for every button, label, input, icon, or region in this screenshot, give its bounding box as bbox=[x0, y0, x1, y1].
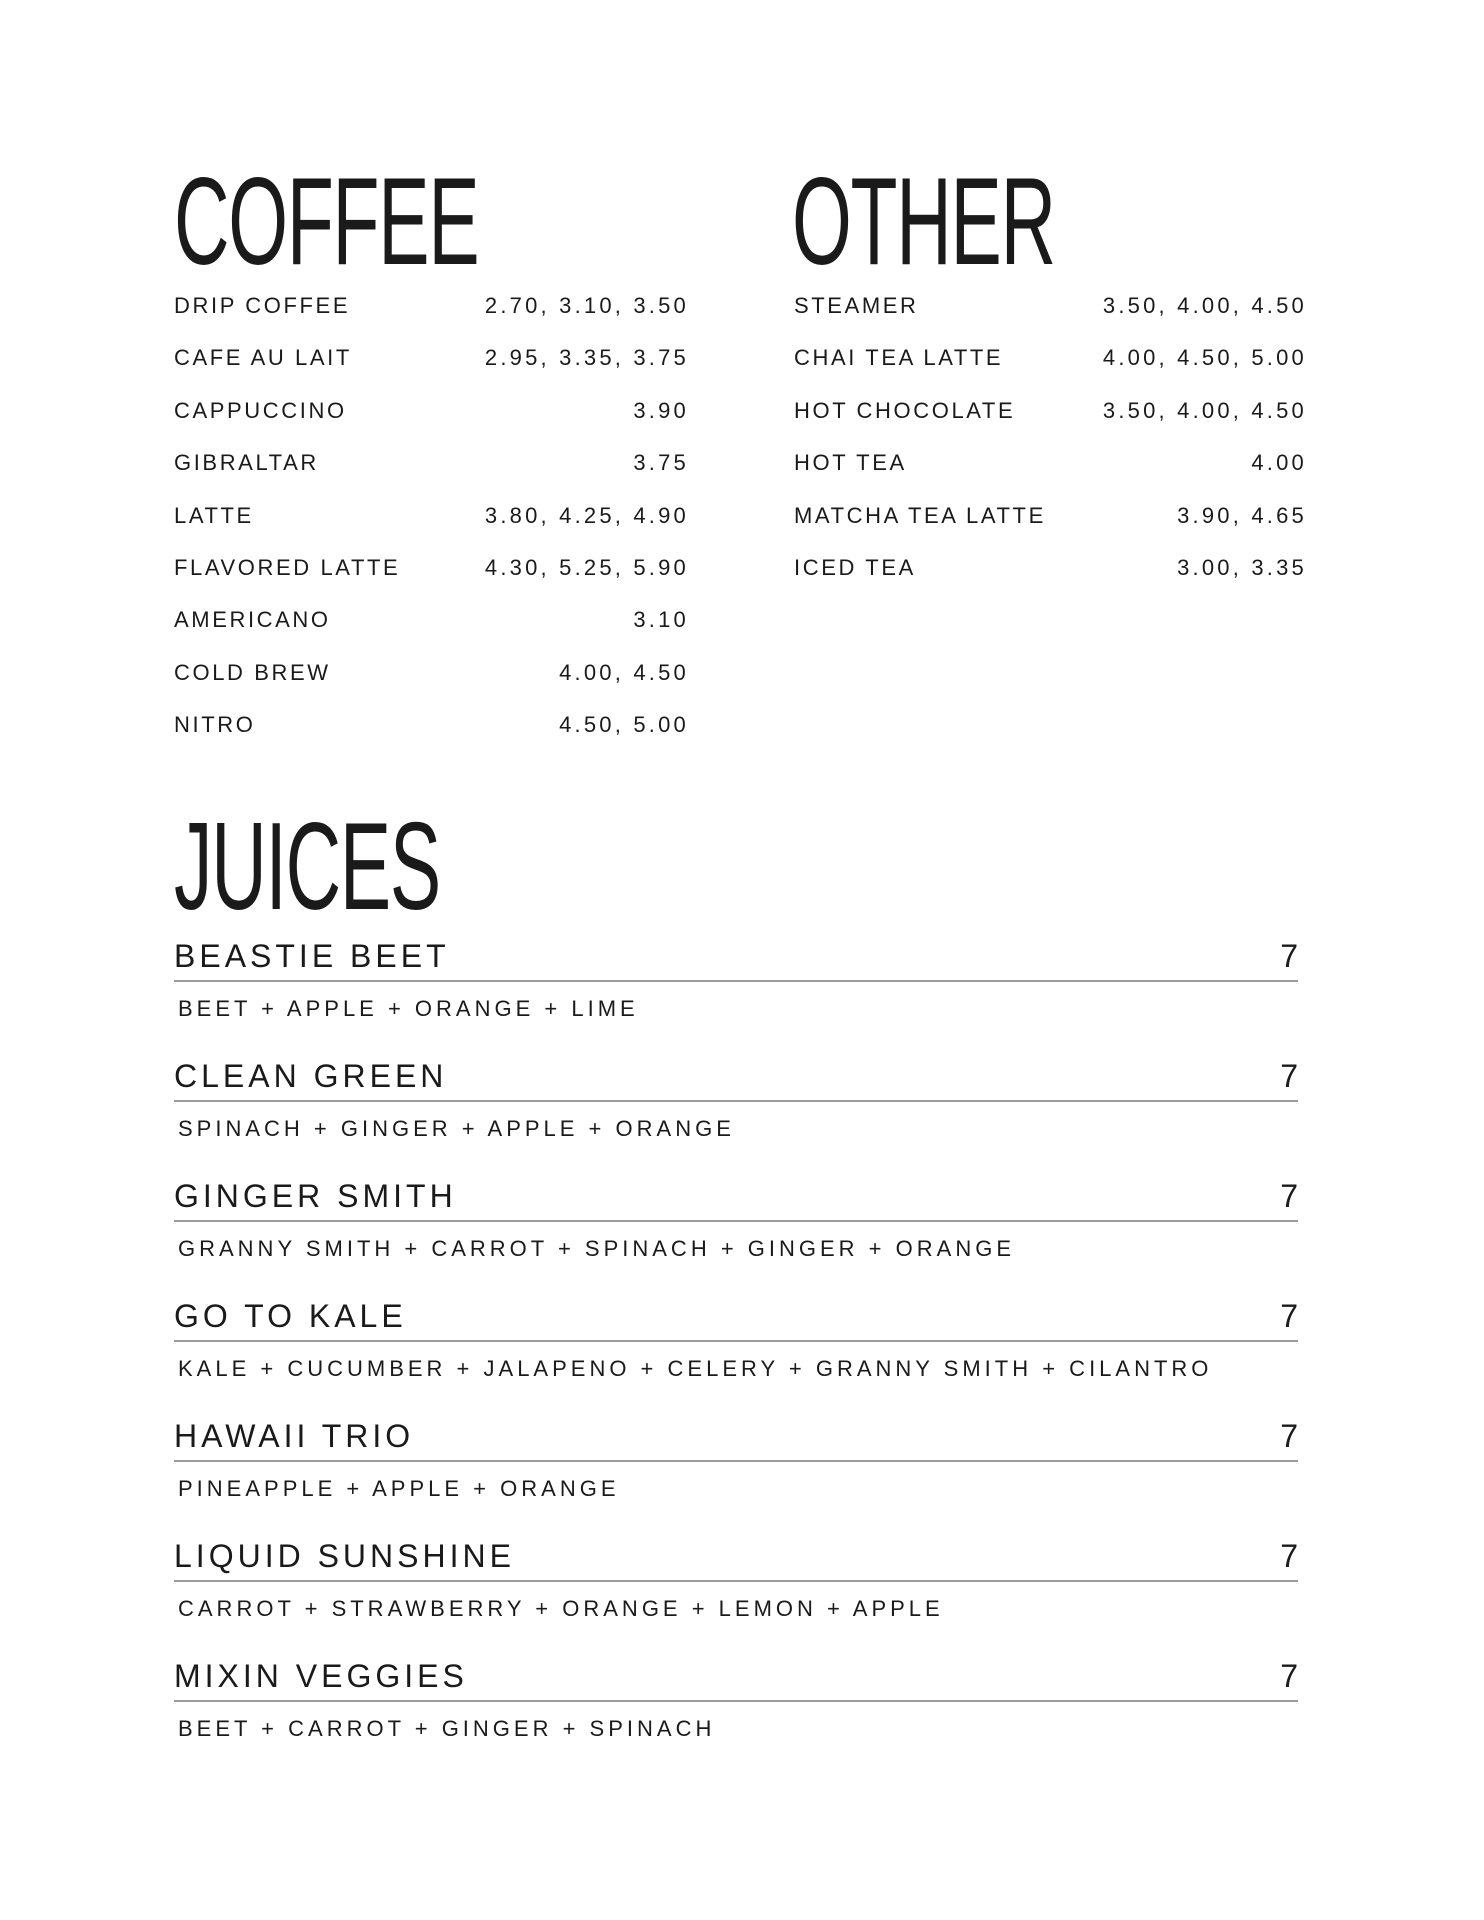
juice-header bbox=[174, 1050, 1298, 1102]
item-price: 4.50, 5.00 bbox=[559, 712, 689, 738]
item-name: CHAI TEA LATTE bbox=[794, 345, 1004, 371]
item-name: CAPPUCCINO bbox=[174, 397, 347, 423]
item-price: 2.95, 3.35, 3.75 bbox=[484, 345, 689, 371]
juice-name: GO TO KALE bbox=[174, 1298, 407, 1334]
menu-item bbox=[174, 550, 689, 602]
juice-name: LIQUID SUNSHINE bbox=[174, 1538, 515, 1574]
juice-price: 7 bbox=[1280, 1418, 1298, 1454]
item-name: ICED TEA bbox=[794, 554, 916, 580]
menu-item bbox=[174, 393, 689, 445]
menu-item bbox=[174, 655, 689, 707]
item-price: 3.90, 4.65 bbox=[1177, 502, 1307, 528]
juice-item bbox=[174, 1410, 1298, 1504]
juice-name: BEASTIE BEET bbox=[174, 938, 450, 974]
juice-price: 7 bbox=[1280, 1658, 1298, 1694]
juice-item bbox=[174, 1530, 1298, 1624]
other-section-title: OTHER bbox=[792, 153, 1055, 291]
menu-item bbox=[174, 707, 689, 759]
item-name: CAFE AU LAIT bbox=[174, 345, 352, 371]
menu-item bbox=[174, 602, 689, 654]
juice-price: 7 bbox=[1280, 1538, 1298, 1574]
coffee-section-title: COFFEE bbox=[174, 153, 479, 291]
juice-header bbox=[174, 930, 1298, 982]
item-name: NITRO bbox=[174, 712, 256, 738]
menu-item bbox=[794, 340, 1307, 392]
item-name: STEAMER bbox=[794, 293, 919, 318]
juice-price: 7 bbox=[1280, 1058, 1298, 1094]
juice-price: 7 bbox=[1280, 938, 1298, 974]
item-name: COLD BREW bbox=[174, 659, 331, 685]
juice-item bbox=[174, 1650, 1298, 1744]
item-price: 4.00, 4.50, 5.00 bbox=[1102, 345, 1307, 371]
juice-header bbox=[174, 1410, 1298, 1462]
juice-ingredients: CARROT + STRAWBERRY + ORANGE + LEMON + APPLE bbox=[178, 1596, 944, 1621]
juice-name: HAWAII TRIO bbox=[174, 1418, 415, 1454]
item-price: 3.50, 4.00, 4.50 bbox=[1102, 293, 1307, 318]
item-name: FLAVORED LATTE bbox=[174, 554, 401, 580]
juice-name: CLEAN GREEN bbox=[174, 1058, 448, 1094]
item-price: 3.90 bbox=[633, 397, 689, 423]
item-price: 2.70, 3.10, 3.50 bbox=[484, 293, 689, 318]
juice-item bbox=[174, 930, 1298, 1024]
menu-item bbox=[174, 445, 689, 497]
item-name: DRIP COFFEE bbox=[174, 293, 351, 318]
juice-price: 7 bbox=[1280, 1178, 1298, 1214]
juice-header bbox=[174, 1170, 1298, 1222]
item-price: 3.00, 3.35 bbox=[1177, 554, 1307, 580]
item-price: 3.75 bbox=[633, 450, 689, 476]
item-name: MATCHA TEA LATTE bbox=[794, 502, 1046, 528]
juice-header bbox=[174, 1650, 1298, 1702]
juice-item bbox=[174, 1290, 1298, 1384]
juice-header bbox=[174, 1530, 1298, 1582]
juice-ingredients: PINEAPPLE + APPLE + ORANGE bbox=[178, 1476, 620, 1501]
menu-item bbox=[794, 288, 1307, 340]
item-price: 3.50, 4.00, 4.50 bbox=[1102, 397, 1307, 423]
item-name: AMERICANO bbox=[174, 607, 331, 633]
juice-ingredients: BEET + CARROT + GINGER + SPINACH bbox=[178, 1716, 716, 1741]
other-menu-list bbox=[794, 288, 1307, 602]
juice-item bbox=[174, 1170, 1298, 1264]
juice-ingredients: GRANNY SMITH + CARROT + SPINACH + GINGER + ORANGE bbox=[178, 1236, 1015, 1261]
item-price: 3.80, 4.25, 4.90 bbox=[484, 502, 689, 528]
menu-item bbox=[174, 340, 689, 392]
juice-ingredients: SPINACH + GINGER + APPLE + ORANGE bbox=[178, 1116, 735, 1141]
juice-header bbox=[174, 1290, 1298, 1342]
coffee-menu-list bbox=[174, 288, 689, 760]
juice-ingredients: BEET + APPLE + ORANGE + LIME bbox=[178, 996, 639, 1021]
item-name: HOT CHOCOLATE bbox=[794, 397, 1016, 423]
menu-item bbox=[794, 550, 1307, 602]
juice-name: MIXIN VEGGIES bbox=[174, 1658, 468, 1694]
item-price: 4.30, 5.25, 5.90 bbox=[484, 554, 689, 580]
item-name: GIBRALTAR bbox=[174, 450, 319, 476]
juice-price: 7 bbox=[1280, 1298, 1298, 1334]
item-name: HOT TEA bbox=[794, 450, 907, 476]
item-price: 4.00 bbox=[1251, 450, 1307, 476]
juice-name: GINGER SMITH bbox=[174, 1178, 457, 1214]
juices-section-title: JUICES bbox=[174, 798, 440, 936]
item-price: 3.10 bbox=[633, 607, 689, 633]
menu-item bbox=[794, 498, 1307, 550]
juice-ingredients: KALE + CUCUMBER + JALAPENO + CELERY + GRANNY SMITH + CILANTRO bbox=[178, 1356, 1213, 1381]
menu-item bbox=[174, 498, 689, 550]
menu-item bbox=[794, 445, 1307, 497]
item-name: LATTE bbox=[174, 502, 254, 528]
menu-item bbox=[794, 393, 1307, 445]
menu-item bbox=[174, 288, 689, 340]
juice-item bbox=[174, 1050, 1298, 1144]
item-price: 4.00, 4.50 bbox=[559, 659, 689, 685]
